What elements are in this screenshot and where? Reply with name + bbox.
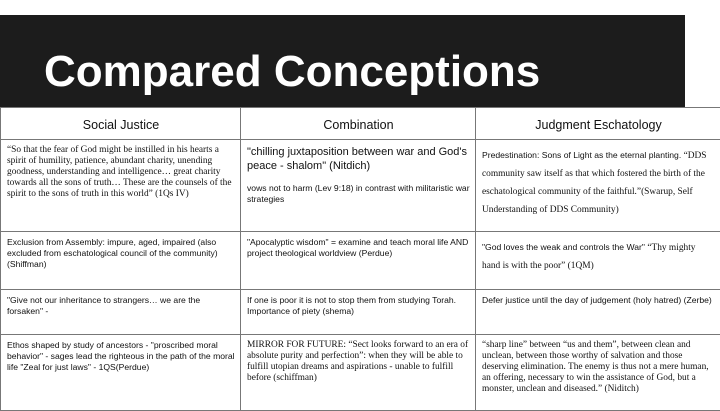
column-header-social-justice: Social Justice [1, 108, 241, 140]
table-row [1, 290, 720, 335]
column-header-judgment-eschatology: Judgment Eschatology [476, 108, 720, 140]
table-cell: If one is poor it is not to stop them from studying Torah. Importance of piety (shema) [241, 290, 476, 335]
cell-paragraph: vows not to harm (Lev 9:18) in contrast with militaristic war strategies [247, 183, 470, 205]
table-cell: Exclusion from Assembly: impure, aged, impaired (also excluded from eschatological council of the community) (Shiffman) [1, 232, 241, 290]
table-row [1, 232, 720, 290]
table-header-row [1, 108, 720, 140]
table-cell: Ethos shaped by study of ancestors - "proscribed moral behavior" - sages lead the righteous in the path of the moral life "Zeal for just laws" - 1QS(Perdue) [1, 335, 241, 411]
table-cell: "Apocalyptic wisdom" = examine and teach moral life AND project theological worldview (Perdue) [241, 232, 476, 290]
comparison-table [0, 107, 720, 411]
cell-paragraph: "chilling juxtaposition between war and God's peace - shalom" (Nitdich) [247, 145, 470, 173]
column-header-combination: Combination [241, 108, 476, 140]
table-cell [241, 140, 476, 232]
table-cell: “So that the fear of God might be instilled in his hearts a spirit of humility, patience, abundant charity, unending goodness, understanding and intelligence… great charity towards all the sons of truth… These are the counsels of the spirit to the sons of truth in this world” (1Qs IV) [1, 140, 241, 232]
table-cell: "Give not our inheritance to strangers… we are the forsaken" - [1, 290, 241, 335]
table-cell [476, 140, 720, 232]
cell-text-part: “DDS community saw itself as that which fostered the birth of the eschatological community of the faithful.”(Swarup, Self Understanding of DDS Community) [482, 151, 707, 215]
table-cell [476, 232, 720, 290]
table-cell: MIRROR FOR FUTURE: “Sect looks forward to an era of absolute purity and perfection”: when they will be able to fulfill utopian dreams and aspirations - unable to fulfill before (schiffman) [241, 335, 476, 411]
table-cell: Defer justice until the day of judgement (holy hatred) (Zerbe) [476, 290, 720, 335]
slide-title: Compared Conceptions [44, 44, 540, 100]
table-row [1, 140, 720, 232]
table-row [1, 335, 720, 411]
cell-text-part: “Thy mighty hand is with the poor” (1QM) [482, 243, 696, 271]
cell-text-part: Predestination: Sons of Light as the eternal planting. [482, 150, 684, 160]
table-cell: “sharp line” between “us and them”, between clean and unclean, between those worthy of salvation and those deserving elimination. The enemy is thus not a mere human, an offering, necessary to win the assistance of God, but a monster, unclean and diseased.” (Niditch) [476, 335, 720, 411]
cell-text-part: "God loves the weak and controls the War" [482, 242, 647, 252]
